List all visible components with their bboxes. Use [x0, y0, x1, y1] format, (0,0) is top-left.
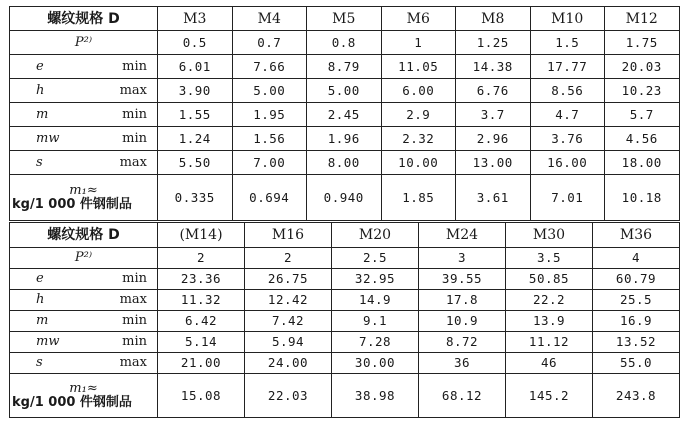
size-header: M12 — [605, 7, 680, 31]
cell-value: 7.00 — [232, 151, 307, 175]
cell-value: 1 — [381, 31, 456, 55]
cell-value: 39.55 — [419, 269, 506, 290]
cell-value: 7.66 — [232, 55, 307, 79]
cell-value: 3.90 — [158, 79, 233, 103]
cell-value: 1.55 — [158, 103, 233, 127]
cell-value: 13.9 — [506, 311, 593, 332]
cell-value: 2.5 — [332, 248, 419, 269]
cell-value: 12.42 — [245, 290, 332, 311]
cell-value: 1.95 — [232, 103, 307, 127]
row-limit: max — [119, 292, 147, 307]
mass-value: 0.694 — [232, 175, 307, 221]
row-limit: min — [122, 334, 147, 349]
spec-tables — [9, 6, 679, 418]
table-row — [10, 332, 680, 353]
cell-value: 6.01 — [158, 55, 233, 79]
cell-value: 16.9 — [593, 311, 680, 332]
row-limit: max — [119, 154, 147, 170]
cell-value: 5.94 — [245, 332, 332, 353]
cell-value: 3.5 — [506, 248, 593, 269]
header-row — [10, 223, 680, 248]
table-row — [10, 151, 680, 175]
table-row — [10, 269, 680, 290]
mass-label — [10, 175, 158, 221]
table-row — [10, 311, 680, 332]
row-limit: min — [122, 271, 147, 286]
row-label — [10, 55, 158, 79]
thread-spec-label: 螺纹规格 D — [10, 223, 158, 248]
table-row — [10, 248, 680, 269]
mass-symbol: m₁≈ — [69, 380, 98, 396]
cell-value: 1.96 — [307, 127, 382, 151]
cell-value: 2 — [158, 248, 245, 269]
row-label — [10, 290, 158, 311]
row-symbol: m — [36, 313, 49, 328]
mass-value: 10.18 — [605, 175, 680, 221]
cell-value: 2.32 — [381, 127, 456, 151]
cell-value: 1.24 — [158, 127, 233, 151]
row-limit: max — [119, 355, 147, 370]
cell-value: 2.45 — [307, 103, 382, 127]
row-symbol: s — [36, 355, 43, 370]
cell-value: 6.42 — [158, 311, 245, 332]
row-symbol: P²⁾ — [10, 31, 158, 55]
cell-value: 5.00 — [307, 79, 382, 103]
cell-value: 20.03 — [605, 55, 680, 79]
cell-value: 8.79 — [307, 55, 382, 79]
cell-value: 4.7 — [530, 103, 605, 127]
cell-value: 5.14 — [158, 332, 245, 353]
mass-value: 145.2 — [506, 374, 593, 418]
size-header: M5 — [307, 7, 382, 31]
mass-value: 7.01 — [530, 175, 605, 221]
cell-value: 16.00 — [530, 151, 605, 175]
cell-value: 7.28 — [332, 332, 419, 353]
cell-value: 60.79 — [593, 269, 680, 290]
row-label — [10, 103, 158, 127]
row-symbol: mw — [36, 130, 60, 146]
cell-value: 3.76 — [530, 127, 605, 151]
row-limit: min — [122, 58, 147, 74]
mass-row — [10, 374, 680, 418]
mass-value: 0.335 — [158, 175, 233, 221]
size-header: (M14) — [158, 223, 245, 248]
row-symbol: e — [36, 58, 44, 74]
cell-value: 1.56 — [232, 127, 307, 151]
table-row — [10, 290, 680, 311]
size-header: M6 — [381, 7, 456, 31]
row-limit: min — [122, 130, 147, 146]
row-label — [10, 269, 158, 290]
size-header: M3 — [158, 7, 233, 31]
row-limit: max — [119, 82, 147, 98]
spec-table-small-sizes — [9, 6, 680, 221]
row-symbol: P²⁾ — [10, 248, 158, 269]
row-label — [10, 151, 158, 175]
cell-value: 1.25 — [456, 31, 531, 55]
row-label — [10, 127, 158, 151]
size-header: M8 — [456, 7, 531, 31]
cell-value: 25.5 — [593, 290, 680, 311]
size-header: M20 — [332, 223, 419, 248]
cell-value: 22.2 — [506, 290, 593, 311]
cell-value: 11.12 — [506, 332, 593, 353]
row-symbol: h — [36, 82, 45, 98]
cell-value: 11.05 — [381, 55, 456, 79]
cell-value: 0.8 — [307, 31, 382, 55]
cell-value: 4.56 — [605, 127, 680, 151]
table-row — [10, 55, 680, 79]
row-label — [10, 79, 158, 103]
cell-value: 0.5 — [158, 31, 233, 55]
mass-value: 243.8 — [593, 374, 680, 418]
mass-value: 68.12 — [419, 374, 506, 418]
cell-value: 13.00 — [456, 151, 531, 175]
size-header: M30 — [506, 223, 593, 248]
row-symbol: e — [36, 271, 44, 286]
table-row — [10, 79, 680, 103]
cell-value: 3.7 — [456, 103, 531, 127]
row-symbol: mw — [36, 334, 60, 349]
size-header: M24 — [419, 223, 506, 248]
cell-value: 46 — [506, 353, 593, 374]
cell-value: 17.77 — [530, 55, 605, 79]
size-header: M36 — [593, 223, 680, 248]
cell-value: 10.23 — [605, 79, 680, 103]
mass-row — [10, 175, 680, 221]
cell-value: 13.52 — [593, 332, 680, 353]
cell-value: 10.00 — [381, 151, 456, 175]
cell-value: 17.8 — [419, 290, 506, 311]
cell-value: 2.9 — [381, 103, 456, 127]
mass-label — [10, 374, 158, 418]
cell-value: 7.42 — [245, 311, 332, 332]
cell-value: 5.00 — [232, 79, 307, 103]
cell-value: 3 — [419, 248, 506, 269]
thread-spec-label: 螺纹规格 D — [10, 7, 158, 31]
cell-value: 8.00 — [307, 151, 382, 175]
header-row — [10, 7, 680, 31]
mass-value: 3.61 — [456, 175, 531, 221]
cell-value: 36 — [419, 353, 506, 374]
mass-value: 38.98 — [332, 374, 419, 418]
cell-value: 2 — [245, 248, 332, 269]
spec-table-large-sizes — [9, 222, 680, 418]
row-label — [10, 332, 158, 353]
cell-value: 5.7 — [605, 103, 680, 127]
cell-value: 8.56 — [530, 79, 605, 103]
cell-value: 26.75 — [245, 269, 332, 290]
table-row — [10, 31, 680, 55]
cell-value: 6.76 — [456, 79, 531, 103]
table-row — [10, 353, 680, 374]
cell-value: 30.00 — [332, 353, 419, 374]
row-symbol: s — [36, 154, 43, 170]
row-label — [10, 353, 158, 374]
cell-value: 2.96 — [456, 127, 531, 151]
mass-unit: kg/1 000 件钢制品 — [12, 196, 132, 212]
cell-value: 4 — [593, 248, 680, 269]
cell-value: 9.1 — [332, 311, 419, 332]
row-limit: min — [122, 106, 147, 122]
cell-value: 32.95 — [332, 269, 419, 290]
row-limit: min — [122, 313, 147, 328]
cell-value: 21.00 — [158, 353, 245, 374]
mass-symbol: m₁≈ — [69, 182, 98, 198]
cell-value: 6.00 — [381, 79, 456, 103]
cell-value: 14.9 — [332, 290, 419, 311]
cell-value: 8.72 — [419, 332, 506, 353]
mass-value: 22.03 — [245, 374, 332, 418]
size-header: M10 — [530, 7, 605, 31]
cell-value: 55.0 — [593, 353, 680, 374]
mass-value: 15.08 — [158, 374, 245, 418]
cell-value: 18.00 — [605, 151, 680, 175]
mass-value: 1.85 — [381, 175, 456, 221]
row-symbol: m — [36, 106, 49, 122]
cell-value: 11.32 — [158, 290, 245, 311]
size-header: M4 — [232, 7, 307, 31]
row-label — [10, 311, 158, 332]
table-row — [10, 127, 680, 151]
cell-value: 5.50 — [158, 151, 233, 175]
cell-value: 1.5 — [530, 31, 605, 55]
cell-value: 24.00 — [245, 353, 332, 374]
cell-value: 0.7 — [232, 31, 307, 55]
size-header: M16 — [245, 223, 332, 248]
row-symbol: h — [36, 292, 45, 307]
cell-value: 14.38 — [456, 55, 531, 79]
mass-unit: kg/1 000 件钢制品 — [12, 394, 132, 410]
cell-value: 23.36 — [158, 269, 245, 290]
table-row — [10, 103, 680, 127]
cell-value: 50.85 — [506, 269, 593, 290]
mass-value: 0.940 — [307, 175, 382, 221]
cell-value: 10.9 — [419, 311, 506, 332]
cell-value: 1.75 — [605, 31, 680, 55]
